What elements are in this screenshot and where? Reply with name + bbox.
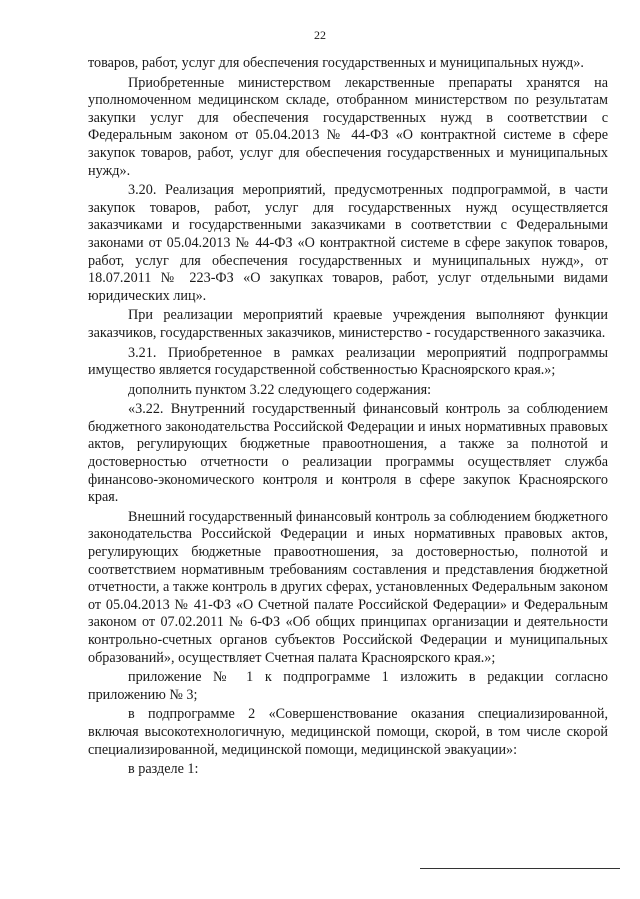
paragraph: в подпрограмме 2 «Совершенствование оказания специализированной, включая высокотехнологичную, медицинской помощи, скорой, в том числе скорой специализированной, медицинской помощи, медицинской эвакуации»: xyxy=(88,706,608,758)
paragraph: 3.20. Реализация мероприятий, предусмотренных подпрограммой, в части закупок товаров, работ, услуг для государственных нужд осуществляется заказчиками и государственными заказчиками в соответствии с Федеральными законами от 05.04.2013 № 44-ФЗ «О контрактной системе в сфере закупок товаров, работ, услуг для обеспечения государственных и муниципальных нужд», от 18.07.2011 № 223-ФЗ «О закупках товаров, работ, услуг отдельными видами юридических лиц». xyxy=(88,182,608,304)
document-body xyxy=(88,55,608,779)
paragraph: приложение № 1 к подпрограмме 1 изложить в редакции согласно приложению № 3; xyxy=(88,669,608,703)
paragraph: в разделе 1: xyxy=(128,761,199,778)
paragraph: «3.22. Внутренний государственный финансовый контроль за соблюдением бюджетного законодательства Российской Федерации и иных нормативных правовых актов, регулирующих бюджетные правоотношения, а также за полнотой и достоверностью отчетности о реализации программы осуществляет служба финансово-экономического контроля и контроля в сфере закупок Красноярского края. xyxy=(88,401,608,506)
paragraph: Приобретенные министерством лекарственные препараты хранятся на уполномоченном медицинском складе, отобранном министерством по результатам закупки услуг для обеспечения государственных нужд в соответствии с Федеральным законом от 05.04.2013 № 44-ФЗ «О контрактной системе в сфере закупок товаров, работ, услуг для обеспечения государственных и муниципальных нужд». xyxy=(88,74,608,179)
paragraph: При реализации мероприятий краевые учреждения выполняют функции заказчиков, государственных заказчиков, министерство - государственного заказчика. xyxy=(88,307,608,341)
paragraph: 3.21. Приобретенное в рамках реализации мероприятий подпрограммы имущество является государственной собственностью Красноярского края.»; xyxy=(88,344,608,379)
paragraph: Внешний государственный финансовый контроль за соблюдением бюджетного законодательства Российской Федерации и иных нормативных правовых актов, регулирующих бюджетные правоотношения, за достоверностью, полнотой и соответствием нормативным требованиям составления и представления бюджетной отчетности, а также контроль в других сферах, установленных Федеральным законом от 05.04.2013 № 41-ФЗ «О Счетной палате Российской Федерации» и Федеральным законом от 07.02.2011 № 6-ФЗ «Об общих принципах организации и деятельности контрольно-счетных органов субъектов Российской Федерации и муниципальных образований», осуществляет Счетная палата Красноярского края.»; xyxy=(88,508,608,666)
paragraph: товаров, работ, услуг для обеспечения государственных и муниципальных нужд». xyxy=(88,55,584,71)
paragraph: дополнить пунктом 3.22 следующего содержания: xyxy=(128,381,432,398)
page-number: 22 xyxy=(314,28,326,42)
footer-divider xyxy=(420,868,620,869)
